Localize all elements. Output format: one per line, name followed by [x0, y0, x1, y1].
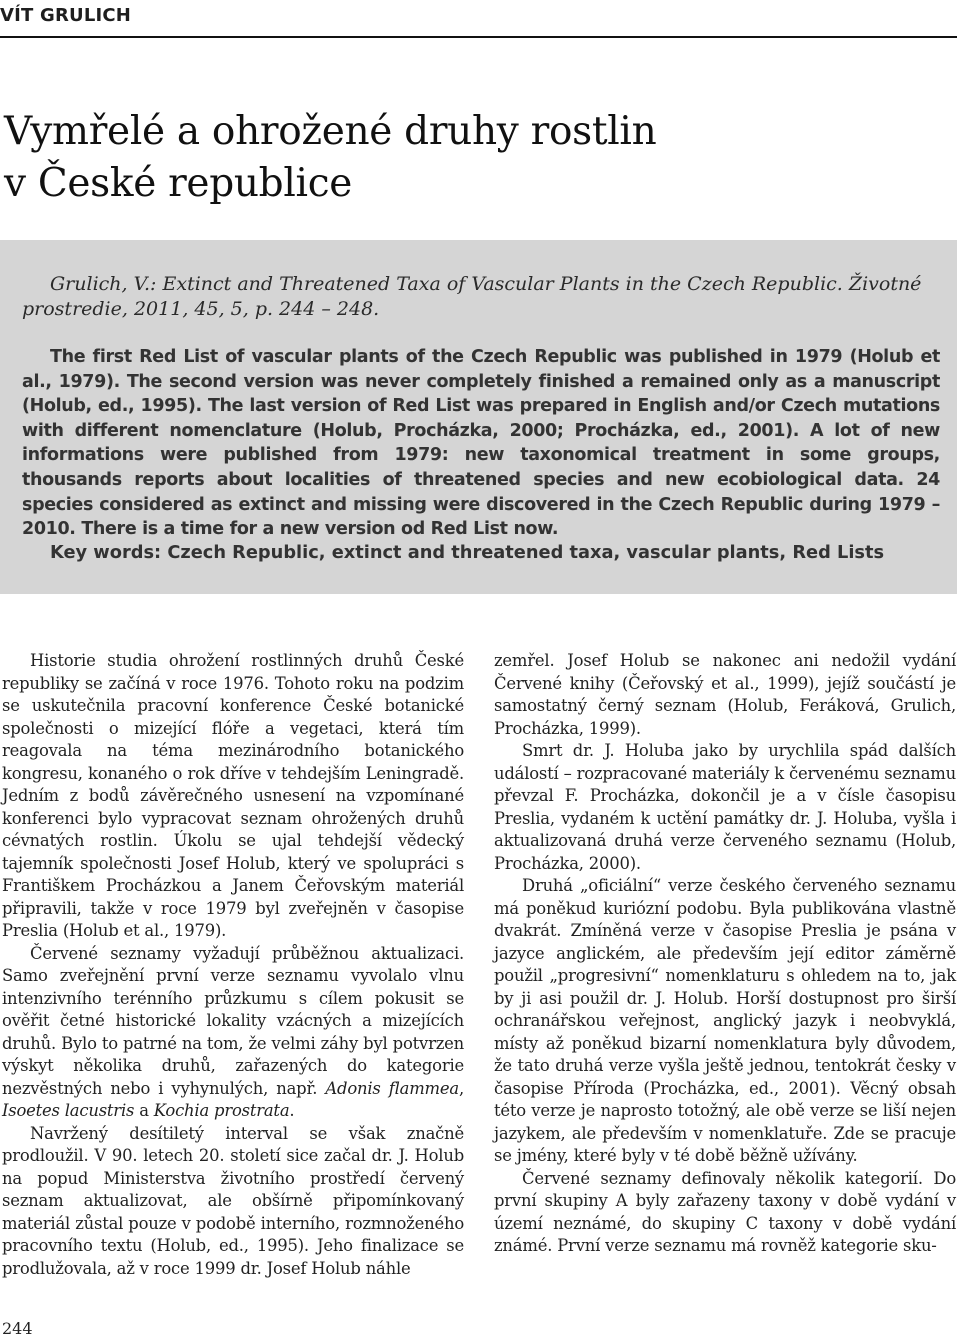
right-paragraph-2: Smrt dr. J. Holuba jako by urychlila spád dalších událostí – rozpracované materiály k červenému seznamu převzal F. Procházka, dokončil je a v čísle časopisu Preslia, vydaném k uctění památky dr. J. Holuba, vyšla i aktualizovaná druhá verze červeného seznamu (Holub, Procházka, 2000). [494, 741, 956, 873]
article-title [4, 106, 656, 210]
conjunction-a: a [134, 1101, 154, 1120]
right-column [494, 650, 956, 1258]
title-line-1: Vymřelé a ohrožené druhy rostlin [4, 109, 657, 154]
title-line-2: v České republice [4, 161, 353, 206]
running-head-author: VÍT GRULICH [0, 5, 132, 26]
left-paragraph-2 [2, 943, 464, 1123]
left-paragraph-2-text: Červené seznamy vyžadují průběžnou aktualizaci. Samo zveřejnění první verze seznamu vyvolalo vlnu intenzivního terénního průzkumu s cílem pokusit se ověřit četné historické lokality vzácných a mizejících druhů. Bylo to patrné na tom, že velmi záhy byl potvrzen výskyt několika druhů, zařazených do kategorie nezvěstných nebo i vyhynulých, např. [2, 943, 464, 1098]
right-paragraph-3: Druhá „oficiální“ verze českého červeného seznamu má poněkud kuriózní podobu. Byla publikována vlastně dvakrát. Zmíněná verze v časopise Preslia je psána v jazyce anglickém, ale především její editor záměrně použil „progresivní“ nomenklaturu s ohledem na to, jak by ji asi použil dr. J. Holub. Horší dostupnost pro širší ochranářskou veřejnost, anglický jazyk i neobvyklá, místy až poněkud bizarní nomenklatura byly důvodem, že tato druhá verze vyšla ještě jednou, tentokrát česky v časopise Příroda (Procházka, ed., 2001). Věcný obsah této verze je naprosto totožný, ale obě verze se liší nejen jazykem, ale především v nomenklatuře. Zde se pracuje se jmény, které byly v té době běžně užívány. [494, 876, 956, 1165]
right-paragraph-4: Červené seznamy definovaly několik kategorií. Do první skupiny A byly zařazeny taxony v době vydání v území neznámé, do skupiny C taxony v době vydání známé. První verze seznamu má rovněž kategorie sku- [494, 1168, 956, 1255]
header-rule [0, 36, 957, 38]
species-isoetes-lacustris: Isoetes lacustris [2, 1101, 135, 1120]
page-number: 244 [2, 1319, 33, 1338]
right-paragraph-1: zemřel. Josef Holub se nakonec ani nedožil vydání Červené knihy (Čeřovský et al., 1999), jejíž součástí je samostatný černý seznam (Holub, Feráková, Grulich, Procházka, 1999). [494, 651, 956, 738]
citation-line-2: prostredie, 2011, 45, 5, p. 244 – 248. [22, 298, 380, 320]
citation [22, 272, 940, 322]
left-column [2, 650, 464, 1280]
citation-line-1: Grulich, V.: Extinct and Threatened Taxa of Vascular Plants in the Czech Republic. Životné [50, 273, 922, 295]
left-paragraph-1: Historie studia ohrožení rostlinných druhů České republiky se začíná v roce 1976. Tohoto roku na podzim se uskutečnila pracovní konference České botanické společnosti o mizející flóře a vegetaci, která tím reagovala na téma mezinárodního botanického kongresu, konaného o rok dříve v tehdejším Leningradě. Jedním z bodů závěrečného usnesení na vzpomínané konferenci bylo vypracovat seznam ohrožených druhů cévnatých rostlin. Úkolu se ujal tehdejší vědecký tajemník společnosti Josef Holub, který ve spolupráci s Františkem Procházkou a Janem Čeřovským materiál připravili, takže v roce 1979 byl zveřejněn v časopise Preslia (Holub et al., 1979). [2, 651, 464, 940]
left-paragraph-3: Navržený desítiletý interval se však značně prodloužil. V 90. letech 20. století sice začal dr. J. Holub na popud Ministerstva životního prostředí červený seznam aktualizovat, ale obšírně připomínkovaný materiál zůstal pouze v podobě interního, rozmnoženého pracovního textu (Holub, ed., 1995). Jeho finalizace se prodlužovala, až v roce 1999 dr. Josef Holub náhle [2, 1123, 464, 1278]
abstract-text: The first Red List of vascular plants of the Czech Republic was published in 1979 (Holub et al., 1979). The second version was never completely finished a remained only as a manuscript (Holub, ed., 1995). The last version of Red List was prepared in English and/or Czech mutations with different nomenclature (Holub, Procházka, 2000; Procházka, ed., 2001). A lot of new informations were published from 1979: new taxonomical treatment in some groups, thousands reports about localities of threatened species and new ecobiological data. 24 species considered as extinct and missing were discovered in the Czech Republic during 1979 – 2010. There is a time for a new version od Red List now. [22, 347, 940, 540]
keywords: Key words: Czech Republic, extinct and threatened taxa, vascular plants, Red Lists [50, 542, 885, 563]
species-adonis-flammea: Adonis flammea [325, 1078, 459, 1098]
sentence-end: . [289, 1101, 295, 1120]
separator-comma: , [458, 1078, 464, 1098]
species-kochia-prostrata: Kochia prostrata [153, 1101, 290, 1120]
